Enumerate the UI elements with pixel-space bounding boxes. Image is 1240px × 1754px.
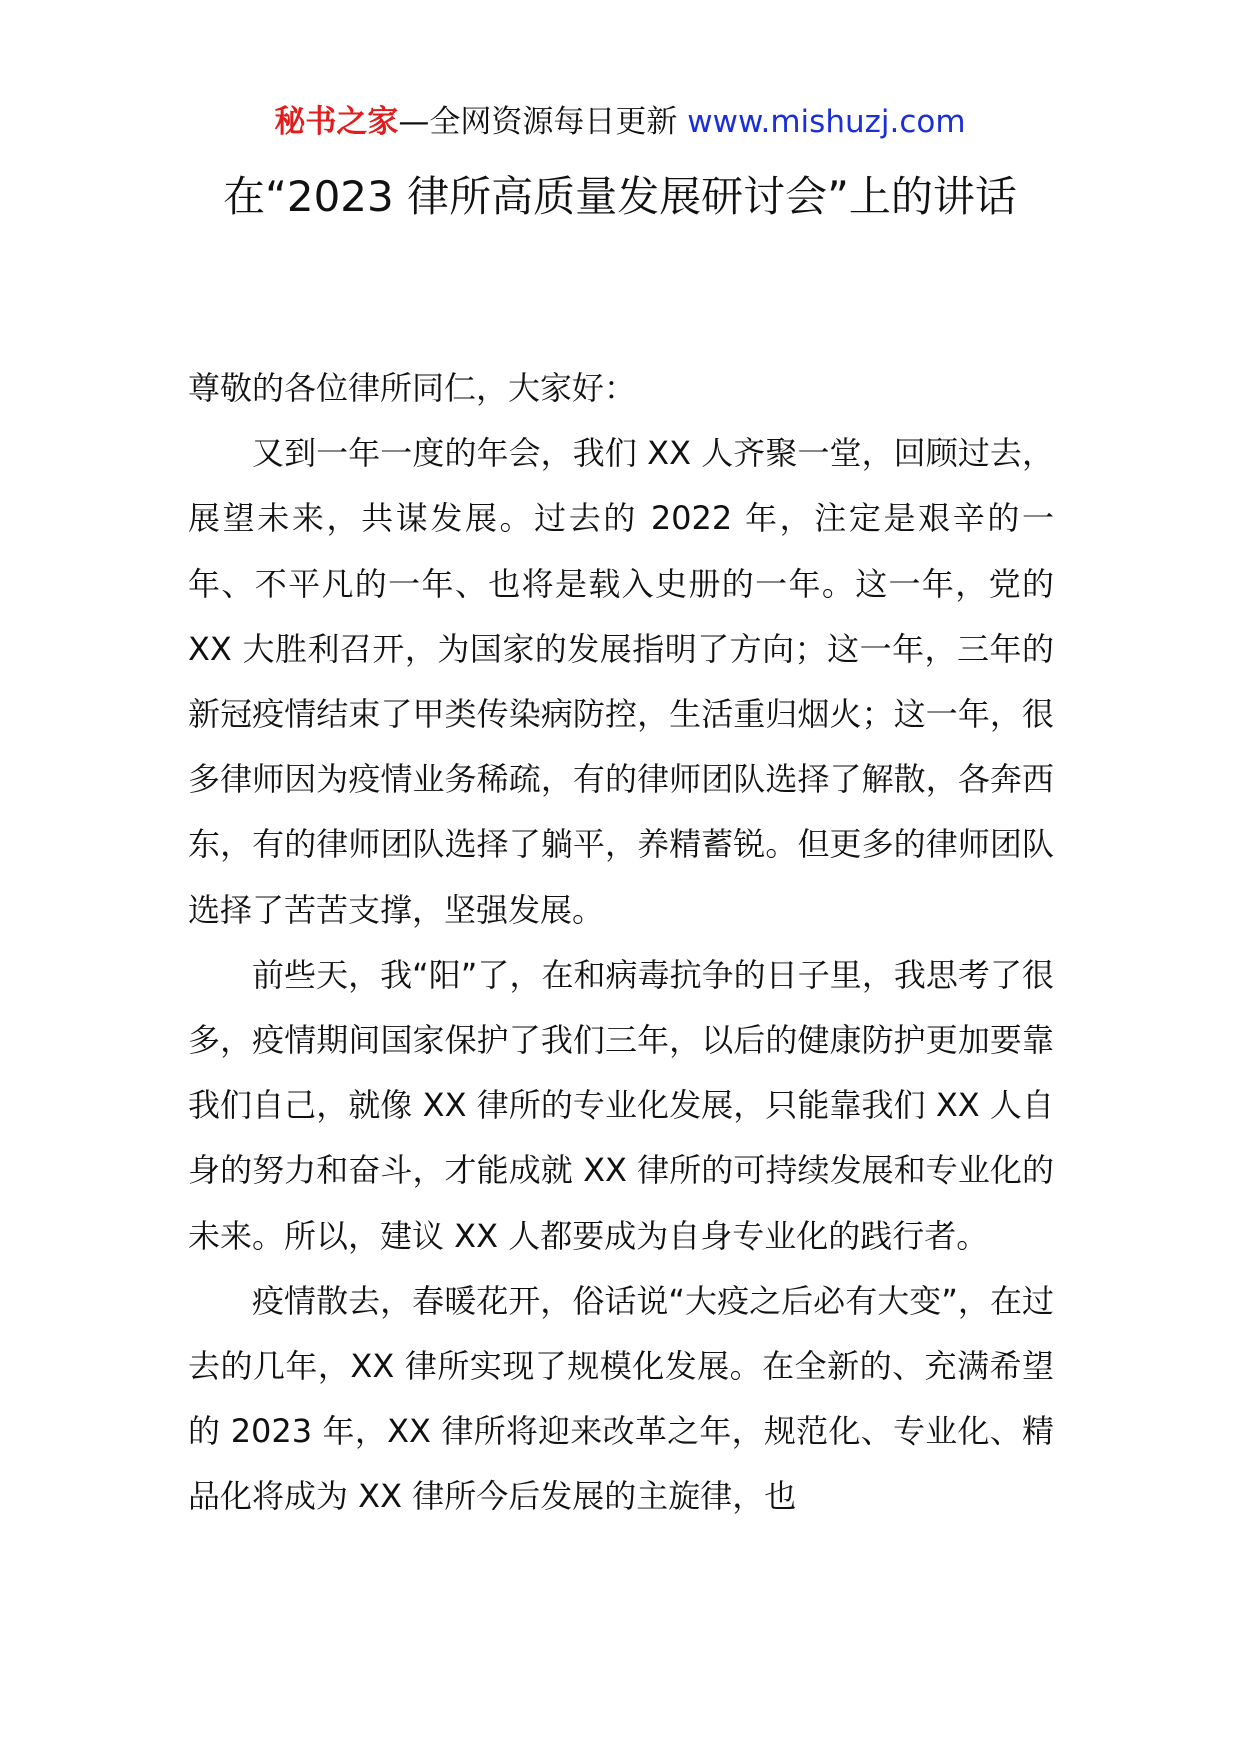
site-url-link[interactable]: www.mishuzj.com bbox=[687, 104, 966, 140]
document-title: 在“2023 律所高质量发展研讨会”上的讲话 bbox=[223, 172, 1017, 221]
paragraph-3: 疫情散去，春暖花开，俗话说“大疫之后必有大变”，在过去的几年，XX 律所实现了规模化发展。在全新的、充满希望的 2023 年，XX 律所将迎来改革之年，规范化、专业化、精品化将成为 XX 律所今后发展的主旋律，也 bbox=[188, 1281, 1054, 1516]
salutation: 尊敬的各位律所同仁，大家好： bbox=[188, 369, 637, 407]
document-body bbox=[188, 356, 1054, 1530]
header-tagline: —全网资源每日更新 bbox=[398, 104, 678, 140]
paragraph-1: 又到一年一度的年会，我们 XX 人齐聚一堂，回顾过去，展望未来，共谋发展。过去的 2022 年，注定是艰辛的一年、不平凡的一年、也将是载入史册的一年。这一年，党的 XX 大胜利召开，为国家的发展指明了方向；这一年，三年的新冠疫情结束了甲类传染病防控，生活重归烟火；这一年，很多律师因为疫情业务稀疏，有的律师团队选择了解散，各奔西东，有的律师团队选择了躺平，养精蓄锐。但更多的律师团队选择了苦苦支撑，坚强发展。 bbox=[188, 434, 1054, 929]
brand-name: 秘书之家 bbox=[274, 104, 399, 140]
paragraph-2: 前些天，我“阳”了，在和病毒抗争的日子里，我思考了很多，疫情期间国家保护了我们三年，以后的健康防护更加要靠我们自己，就像 XX 律所的专业化发展，只能靠我们 XX 人自身的努力和奋斗，才能成就 XX 律所的可持续发展和专业化的未来。所以，建议 XX 人都要成为自身专业化的践行者。 bbox=[188, 955, 1054, 1255]
watermark-header bbox=[0, 100, 1240, 144]
